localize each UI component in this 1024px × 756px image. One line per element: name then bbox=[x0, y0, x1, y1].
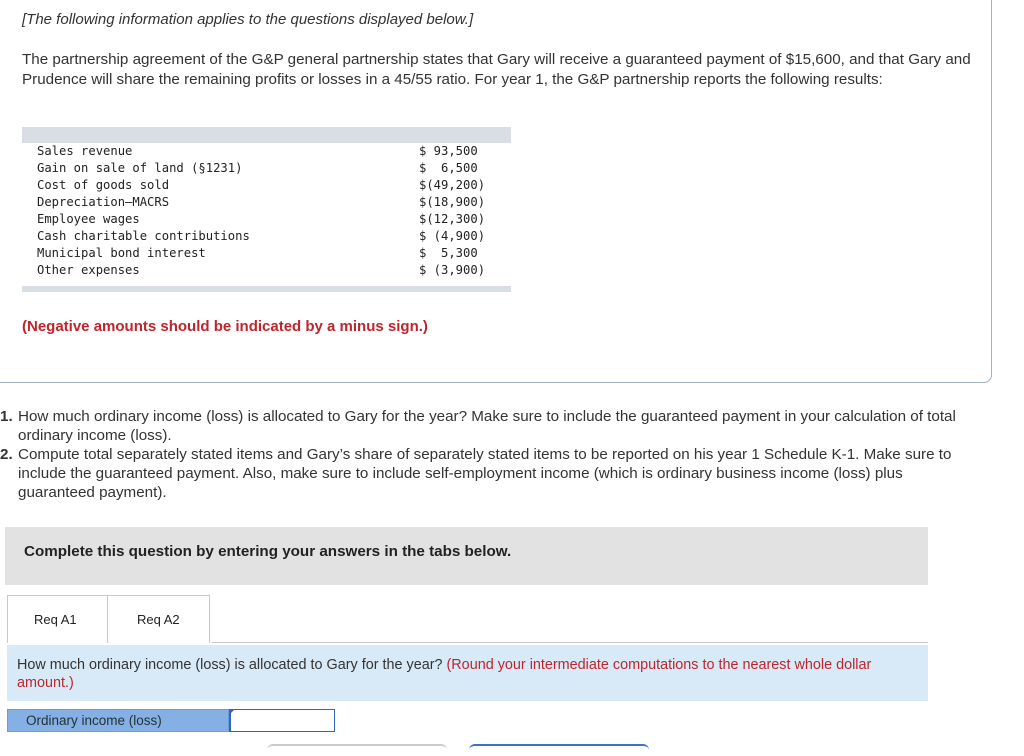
requirement-tabs bbox=[7, 595, 210, 643]
prompt-hint: (Round your intermediate computations to the nearest whole dollar amount.) bbox=[17, 657, 872, 691]
row-value: $(12,300) bbox=[419, 212, 486, 226]
tab-req-a1[interactable]: Req A1 bbox=[7, 595, 108, 643]
negative-amount-note: (Negative amounts should be indicated by a minus sign.) bbox=[22, 318, 428, 335]
table-row bbox=[22, 194, 511, 211]
row-value: $ (4,900) bbox=[419, 229, 486, 243]
question-text: How much ordinary income (loss) is allocated to Gary for the year? Make sure to include the guaranteed payment in your calculation of total ordinary income (loss). bbox=[18, 408, 956, 444]
instructions-banner: Complete this question by entering your answers in the tabs below. bbox=[5, 527, 928, 585]
table-row bbox=[22, 228, 511, 245]
prev-button[interactable] bbox=[267, 744, 447, 756]
row-label: Municipal bond interest bbox=[37, 246, 206, 260]
row-value: $ 5,300 bbox=[419, 246, 478, 260]
table-row bbox=[22, 262, 511, 279]
ordinary-income-input[interactable] bbox=[229, 709, 335, 732]
question-prompt bbox=[7, 645, 928, 701]
row-label: Sales revenue bbox=[37, 144, 133, 158]
question-number: 2. bbox=[0, 446, 13, 463]
navigation-buttons bbox=[267, 744, 649, 756]
row-label: Cash charitable contributions bbox=[37, 229, 250, 243]
question-number: 1. bbox=[0, 408, 13, 425]
question-list bbox=[0, 407, 1000, 502]
row-value: $(49,200) bbox=[419, 178, 486, 192]
tab-req-a2[interactable]: Req A2 bbox=[108, 595, 210, 643]
prompt-question: How much ordinary income (loss) is allocated to Gary for the year? bbox=[17, 657, 447, 673]
answer-row bbox=[7, 709, 335, 732]
row-value: $ (3,900) bbox=[419, 263, 486, 277]
question-item bbox=[0, 407, 1000, 445]
row-label: Cost of goods sold bbox=[37, 178, 170, 192]
intro-text: The partnership agreement of the G&P general partnership states that Gary will receive a guaranteed payment of $15,600, and that Gary and Prudence will share the remaining profits or losses in a 45/55 ratio. For year 1, the G&P partnership reports the following results: bbox=[22, 51, 971, 88]
question-item bbox=[0, 445, 1000, 502]
table-row bbox=[22, 143, 511, 160]
row-label: Gain on sale of land (§1231) bbox=[37, 161, 243, 175]
input-flag-icon bbox=[229, 709, 235, 715]
row-label: Depreciation—MACRS bbox=[37, 195, 170, 209]
question-text: Compute total separately stated items and Gary’s share of separately stated items to be reported on his year 1 Schedule K-1. Make sure to include the guaranteed payment. Also, make sure to include self-employment income (which is ordinary business income (loss) plus guaranteed payment). bbox=[18, 446, 952, 501]
next-button[interactable] bbox=[469, 744, 649, 756]
intro-note: [The following information applies to the questions displayed below.] bbox=[22, 11, 474, 28]
table-row bbox=[22, 211, 511, 228]
table-row bbox=[22, 160, 511, 177]
tab-divider bbox=[212, 642, 928, 643]
row-value: $ 93,500 bbox=[419, 144, 478, 158]
table-row bbox=[22, 245, 511, 262]
table-row bbox=[22, 177, 511, 194]
row-value: $ 6,500 bbox=[419, 161, 478, 175]
row-label: Employee wages bbox=[37, 212, 140, 226]
answer-label: Ordinary income (loss) bbox=[7, 709, 229, 732]
row-label: Other expenses bbox=[37, 263, 140, 277]
answer-input-wrap bbox=[229, 709, 335, 732]
results-table bbox=[22, 127, 511, 292]
row-value: $(18,900) bbox=[419, 195, 486, 209]
